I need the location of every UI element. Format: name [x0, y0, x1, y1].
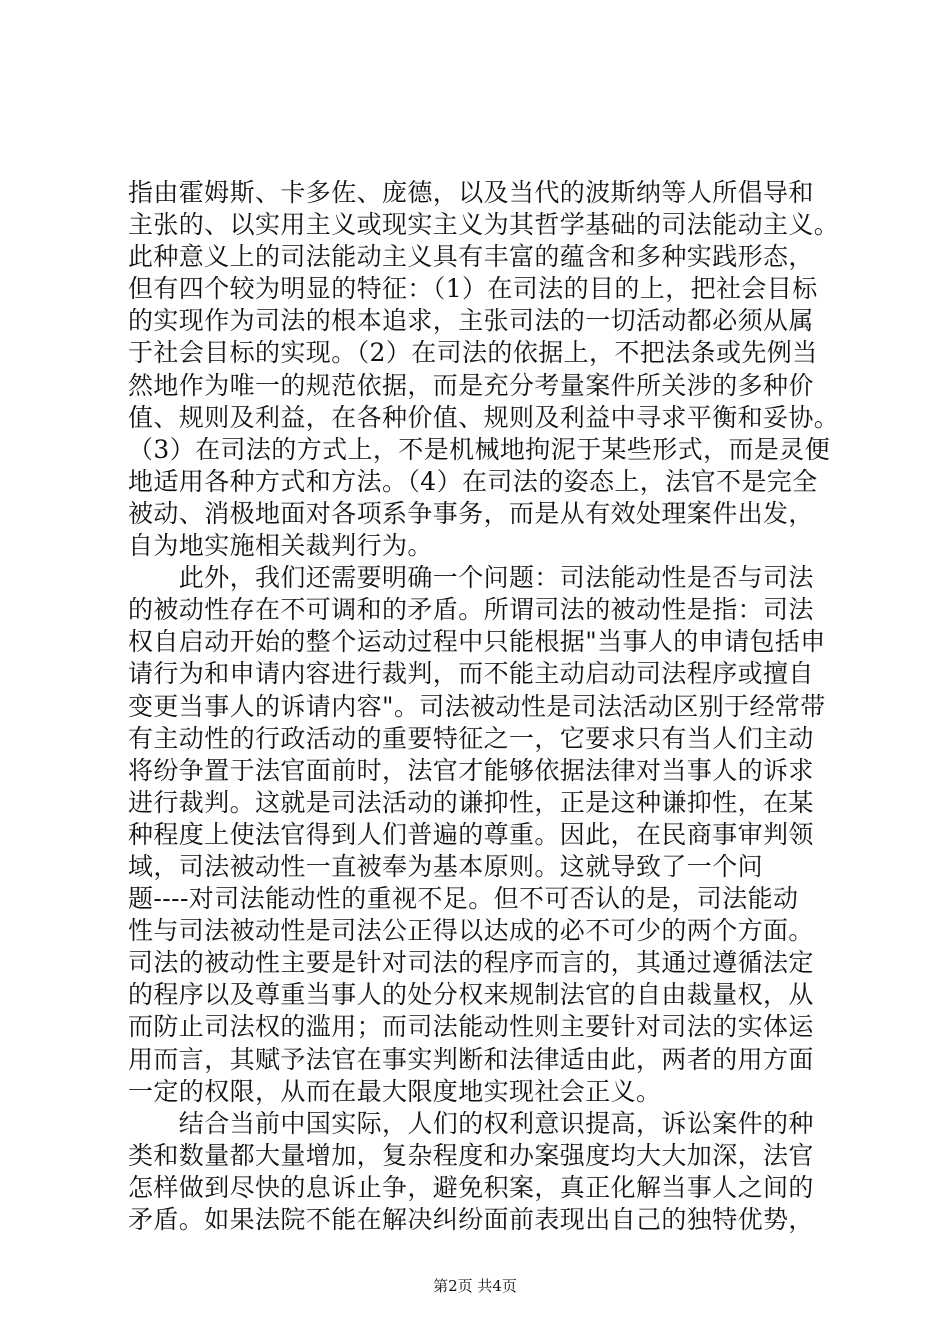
text-line: 的程序以及尊重当事人的处分权来规制法官的自由裁量权，从 — [128, 980, 814, 1010]
text-line: 值、规则及利益，在各种价值、规则及利益中寻求平衡和妥协。 — [128, 402, 840, 432]
text-line: 性与司法被动性是司法公正得以达成的必不可少的两个方面。 — [128, 916, 814, 946]
text-line: 一定的权限，从而在最大限度地实现社会正义。 — [128, 1076, 662, 1106]
text-line: 进行裁判。这就是司法活动的谦抑性，正是这种谦抑性，在某 — [128, 787, 814, 817]
text-line: 此种意义上的司法能动主义具有丰富的蕴含和多种实践形态， — [128, 242, 814, 272]
text-line: 此外，我们还需要明确一个问题：司法能动性是否与司法 — [128, 563, 814, 593]
body-text — [128, 177, 838, 1236]
page-number-footer: 第2页 共4页 — [433, 1277, 517, 1295]
text-line: 类和数量都大量增加，复杂程度和办案强度均大大加深，法官 — [128, 1140, 814, 1170]
text-line: 将纷争置于法官面前时，法官才能够依据法律对当事人的诉求 — [128, 755, 814, 785]
text-line: 请行为和申请内容进行裁判，而不能主动启动司法程序或擅自 — [128, 659, 814, 689]
text-line: 题----对司法能动性的重视不足。但不可否认的是，司法能动 — [128, 884, 799, 914]
text-line: 被动、消极地面对各项系争事务，而是从有效处理案件出发， — [128, 498, 814, 528]
text-line: 于社会目标的实现。（2）在司法的依据上，不把法条或先例当 — [128, 338, 818, 368]
text-line: 结合当前中国实际，人们的权利意识提高，诉讼案件的种 — [128, 1108, 814, 1138]
text-line: 然地作为唯一的规范依据，而是充分考量案件所关涉的多种价 — [128, 370, 814, 400]
text-line: 自为地实施相关裁判行为。 — [128, 531, 433, 561]
text-line: 用而言，其赋予法官在事实判断和法律适由此，两者的用方面 — [128, 1044, 814, 1074]
text-line: 但有四个较为明显的特征：（1）在司法的目的上，把社会目标 — [128, 274, 818, 304]
text-line: 域，司法被动性一直被奉为基本原则。这就导致了一个问 — [128, 851, 764, 881]
text-line: 变更当事人的诉请内容"。司法被动性是司法活动区别于经常带 — [128, 691, 826, 721]
text-line: 有主动性的行政活动的重要特征之一，它要求只有当人们主动 — [128, 723, 814, 753]
text-line: 权自启动开始的整个运动过程中只能根据"当事人的申请包括申 — [128, 627, 826, 657]
text-line: 的被动性存在不可调和的矛盾。所谓司法的被动性是指：司法 — [128, 595, 814, 625]
text-line: 种程度上使法官得到人们普遍的尊重。因此，在民商事审判领 — [128, 819, 814, 849]
text-line: 而防止司法权的滥用；而司法能动性则主要针对司法的实体运 — [128, 1012, 814, 1042]
text-line: 指由霍姆斯、卡多佐、庞德，以及当代的波斯纳等人所倡导和 — [128, 178, 814, 207]
text-line: 的实现作为司法的根本追求，主张司法的一切活动都必须从属 — [128, 306, 814, 336]
text-line: 司法的被动性主要是针对司法的程序而言的，其通过遵循法定 — [128, 948, 814, 978]
text-line: （3）在司法的方式上，不是机械地拘泥于某些形式，而是灵便 — [128, 434, 831, 464]
text-line: 主张的、以实用主义或现实主义为其哲学基础的司法能动主义。 — [128, 210, 840, 240]
text-line: 矛盾。如果法院不能在解决纠纷面前表现出自己的独特优势， — [128, 1205, 814, 1234]
text-line: 怎样做到尽快的息诉止争，避免积案，真正化解当事人之间的 — [128, 1172, 814, 1202]
text-line: 地适用各种方式和方法。（4）在司法的姿态上，法官不是完全 — [128, 466, 818, 496]
